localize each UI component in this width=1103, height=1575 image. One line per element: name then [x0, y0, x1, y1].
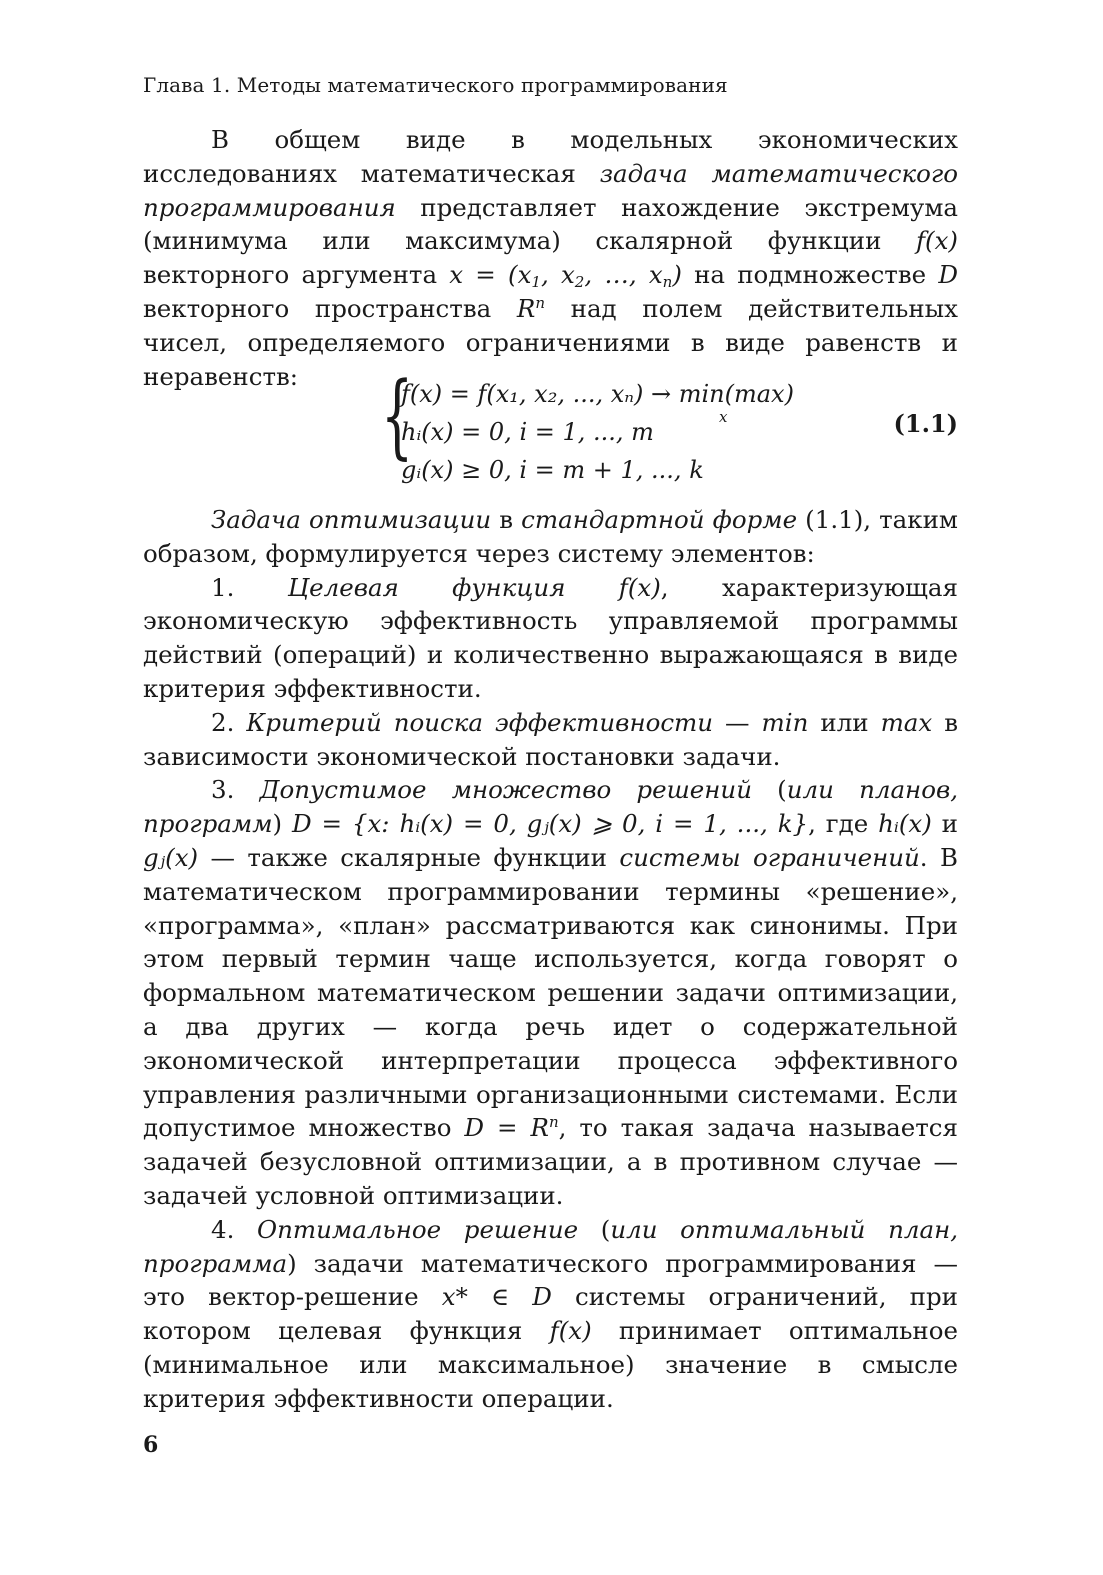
formula-min-subscript: x [719, 408, 728, 426]
list-item-3: 3. Допустимое множество решений (или планов, программ) D = {x: hᵢ(x) = 0, gⱼ(x) ⩾ 0, i = 1, ..., k}, где hᵢ(x) и gⱼ(x) — также скалярные функции системы ограничений. В математическом программировании термины «решение», «программа», «план» рассматриваются как синонимы. При этом первый термин чаще используется, когда говорят о формальном математическом решении задачи оптимизации, а два других — когда речь идет о содержательной экономической интерпретации процесса эффективного управления различными организационными системами. Если допустимое множество $D = R^n$, то такая задача называется задачей безусловной оптимизации, а в противном случае — задачей условной оптимизации. [143, 775, 958, 1210]
running-header: Глава 1. Методы математического программирования [143, 73, 728, 97]
formula-line-inequality: gᵢ(x) ≥ 0, i = m + 1, ..., k [401, 456, 704, 484]
list-item-4: 4. Оптимальное решение (или оптимальный план, программа) задачи математического программирования — это вектор-решение x* ∈ D системы ограничений, при котором целевая функция f(x) принимает оптимальное (минимальное или максимальное) значение в смысле критерия эффективности операции. [143, 1214, 959, 1413]
formula-line-equality: hᵢ(x) = 0, i = 1, ..., m [401, 418, 654, 446]
paragraph-standard-form: Задача оптимизации в стандартной форме (1.1), таким образом, формулируется через систему элементов: [143, 505, 958, 568]
equation-number: (1.1) [893, 409, 958, 438]
formula-line-objective: f(x) = f(x₁, x₂, ..., xₙ) → min(max) [401, 380, 794, 408]
body-text [143, 503, 958, 1416]
formula-1-1 [381, 362, 958, 490]
brace-icon: { [381, 362, 414, 469]
list-item-2: 2. Критерий поиска эффективности — min или max в зависимости экономической постановки задачи. [143, 707, 958, 771]
intro-paragraph: В общем виде в модельных экономических исследованиях математическая задача математического программирования представляет нахождение экстремума (минимума или максимума) скалярной функции f(x) векторного аргумента $x = (x_1$, $x_2$, …, $x_n$) на подмножестве D векторного пространства $R^n$ над полем действительных чисел, определяемого ограничениями в виде равенств и неравенств: [143, 125, 959, 391]
list-item-1: 1. Целевая функция f(x), характеризующая экономическую эффективность управляемой программы действий (операций) и количественно выражающаяся в виде критерия эффективности. [143, 572, 958, 703]
page-number: 6 [143, 1432, 159, 1458]
